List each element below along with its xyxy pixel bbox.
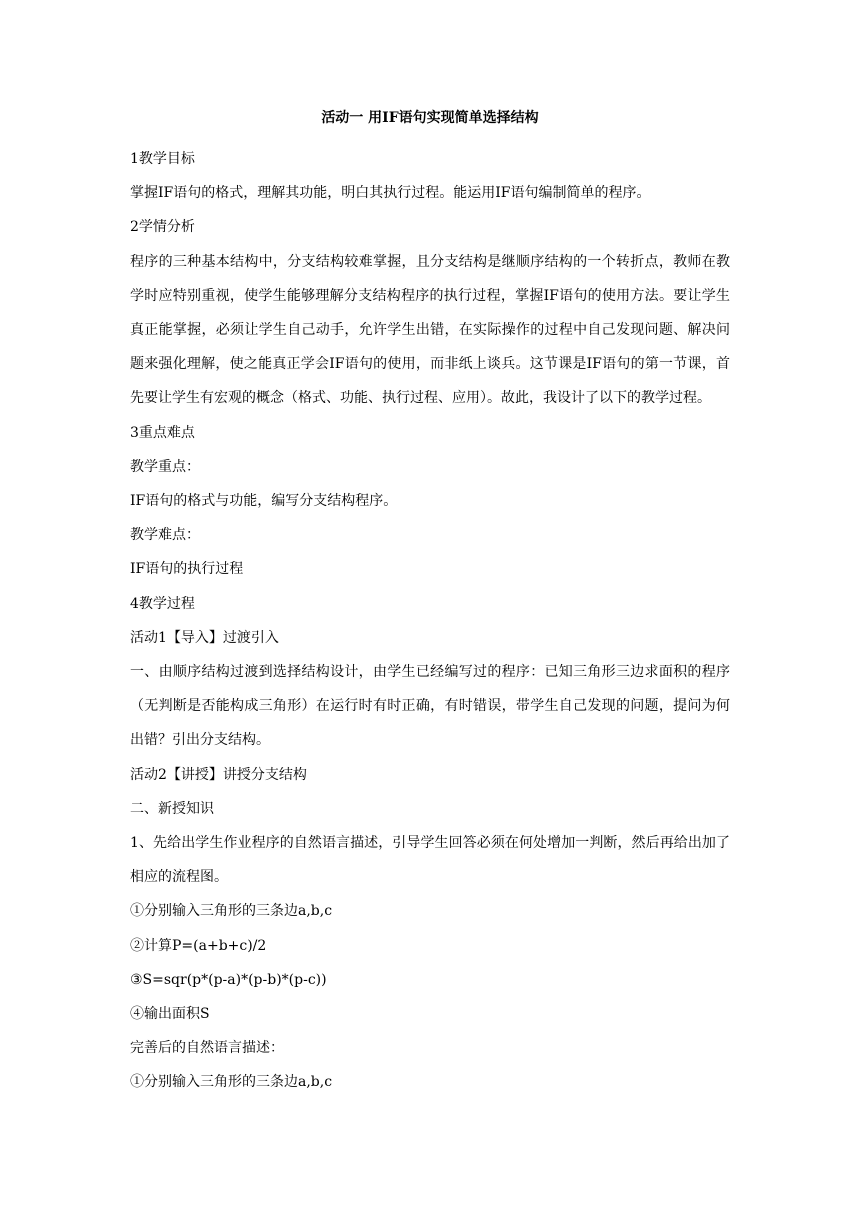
paragraph-student-analysis: 程序的三种基本结构中，分支结构较难掌握，且分支结构是继顺序结构的一个转折点，教师在教学时应特别重视，使学生能够理解分支结构程序的执行过程，掌握IF语句的使用方法。要让学生真正能掌握，必须让学生自己动手，允许学生出错，在实际操作的过程中自己发现问题、解决问题来强化理解，使之能真正学会IF语句的使用，而非纸上谈兵。这节课是IF语句的第一节课，首先要让学生有宏观的概念（格式、功能、执行过程、应用）。故此，我设计了以下的教学过程。 bbox=[130, 253, 730, 407]
section-heading-teaching-goals: 1教学目标 bbox=[130, 151, 195, 167]
activity-1-heading: 活动1【导入】过渡引入 bbox=[130, 629, 279, 646]
label-teaching-difficulty: 教学难点： bbox=[130, 527, 200, 544]
section-heading-key-points: 3重点难点 bbox=[130, 424, 195, 441]
section-heading-teaching-process: 4教学过程 bbox=[130, 595, 195, 612]
step-compute-p: ②计算P=(a+b+c)/2 bbox=[130, 937, 267, 954]
label-teaching-focus: 教学重点： bbox=[130, 458, 200, 475]
paragraph-teaching-difficulty: IF语句的执行过程 bbox=[130, 561, 244, 578]
section-heading-student-analysis: 2学情分析 bbox=[130, 219, 195, 236]
paragraph-new-knowledge: 1、先给出学生作业程序的自然语言描述，引导学生回答必须在何处增加一判断，然后再给出加了相应的流程图。 bbox=[130, 835, 730, 886]
paragraph-teaching-focus: IF语句的格式与功能，编写分支结构程序。 bbox=[130, 493, 398, 510]
label-improved-description: 完善后的自然语言描述： bbox=[130, 1040, 284, 1057]
step-input-sides-improved: ①分别输入三角形的三条边a,b,c bbox=[130, 1074, 333, 1091]
document-title: 活动一 用IF语句实现简单选择结构 bbox=[321, 110, 539, 126]
step-output-area: ④输出面积S bbox=[130, 1006, 210, 1023]
subheading-new-knowledge: 二、新授知识 bbox=[130, 800, 214, 817]
paragraph-goals: 掌握IF语句的格式，理解其功能，明白其执行过程。能运用IF语句编制简单的程序。 bbox=[130, 185, 651, 202]
paragraph-activity-1: 一、由顺序结构过渡到选择结构设计，由学生已经编写过的程序：已知三角形三边求面积的程序（无判断是否能构成三角形）在运行时有时正确，有时错误，带学生自己发现的问题，提问为何出错？引出分支结构。 bbox=[130, 664, 730, 749]
step-compute-s: ③S=sqr(p*(p-a)*(p-b)*(p-c)) bbox=[130, 971, 327, 988]
document-page bbox=[130, 108, 730, 1100]
activity-2-heading: 活动2【讲授】讲授分支结构 bbox=[130, 766, 307, 783]
step-input-sides: ①分别输入三角形的三条边a,b,c bbox=[130, 903, 333, 920]
